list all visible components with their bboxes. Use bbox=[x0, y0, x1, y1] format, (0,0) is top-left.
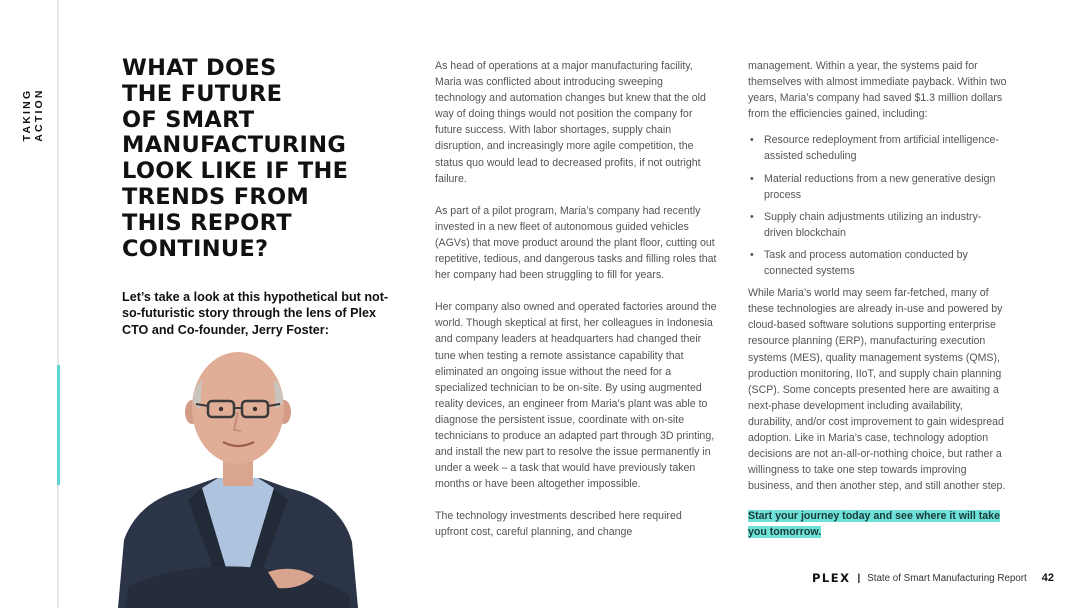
report-title: State of Smart Manufacturing Report bbox=[867, 572, 1027, 584]
intro-text: Let’s take a look at this hypothetical but not-so-futuristic story through the lens of Plex CTO and Co-founder, Jerry Foster: bbox=[122, 290, 389, 337]
bullet-icon: • bbox=[750, 172, 754, 185]
paragraph: Her company also owned and operated factories around the world. Though skeptical at first, her colleagues in Indonesia and company leaders at headquarters had changed their tune when testing a remote assistance capability that eliminated an ongoing issue without the need for a specialized technician to be on-site. By using augmented reality devices, an engineer from Maria’s plant was able to diagnose the persistent issue, coordinate with on-site technicians to produce an adapted part through 3D printing, and install the new part to resolve the issue permanently in under a week – a task that would have previously taken months or have been altogether impossible. bbox=[435, 301, 717, 491]
list-item: • Task and process automation conducted by connected systems bbox=[750, 248, 968, 278]
footer-separator: | bbox=[857, 572, 861, 584]
portrait-photo bbox=[118, 350, 358, 608]
rail-divider bbox=[57, 0, 59, 608]
paragraph: management. Within a year, the systems paid for themselves with almost immediate payback. Within two years, Maria’s company had saved $1.3 million dollars from the efficiencies gained, including: bbox=[748, 60, 1007, 121]
call-to-action bbox=[748, 508, 1010, 540]
headline-line: MANUFACTURING bbox=[122, 132, 347, 159]
headline-line: WHAT DOES bbox=[122, 55, 277, 81]
list-item: • Supply chain adjustments utilizing an industry-driven blockchain bbox=[750, 210, 982, 239]
headline-line: THIS REPORT bbox=[122, 209, 292, 236]
headline-line: LOOK LIKE IF THE bbox=[122, 158, 349, 185]
rail-accent-bar bbox=[57, 365, 60, 485]
paragraph: As head of operations at a major manufacturing facility, Maria was conflicted about introducing sweeping technology and automation changes but knew that the old way of doing things would not position the company for future success. With labor shortages, supply chain disruption, and increasingly more agile competition, the status quo would lead to decreased profits, if not outright failure. bbox=[435, 60, 706, 185]
paragraph: The technology investments described here required upfront cost, careful planning, and change bbox=[435, 510, 682, 539]
page-number: 42 bbox=[1041, 572, 1054, 584]
list-item: • Material reductions from a new generative design process bbox=[750, 172, 996, 201]
paragraph: While Maria’s world may seem far-fetched, many of these technologies are already in-use and powered by cloud-based software solutions supporting enterprise resource planning (ERP), manufacturing execution systems (MES), quality management systems (QMS), production monitoring, IIoT, and supply chain planning (SCP). Some concepts presented here are awaiting a next-phase development including availability, durability, and/or cost improvement to gain widespread adoption. Like in Maria’s case, technology adoption decisions are not an-all-or-nothing choice, but rather a willingness to take one step towards improving business, and then another step, and still another step. bbox=[748, 287, 1006, 493]
headline-line: CONTINUE? bbox=[122, 235, 269, 262]
bullet-icon: • bbox=[750, 248, 754, 261]
headline-line: THE FUTURE bbox=[122, 80, 283, 107]
section-label: TAKING ACTION bbox=[21, 88, 45, 142]
headline-line: OF SMART bbox=[122, 106, 255, 133]
plex-logo: PLEX bbox=[811, 571, 851, 585]
body-column-right bbox=[748, 58, 1010, 541]
bullet-icon: • bbox=[750, 134, 754, 147]
headline bbox=[122, 56, 397, 262]
page-footer bbox=[812, 571, 1054, 585]
headline-line: TRENDS FROM bbox=[122, 183, 310, 210]
list-item: • Resource redeployment from artificial intelligence-assisted scheduling bbox=[750, 134, 999, 163]
body-column-left bbox=[435, 58, 717, 541]
bullet-icon: • bbox=[750, 210, 754, 223]
savings-list bbox=[748, 132, 1010, 279]
portrait-illustration bbox=[118, 350, 358, 608]
call-to-action-text: Start your journey today and see where it will take you tomorrow. bbox=[748, 510, 1000, 539]
paragraph: As part of a pilot program, Maria’s company had recently invested in a new fleet of autonomous guided vehicles (AGVs) that move product around the plant floor, cutting out repetitive, tedious, and dangerous tasks and filling roles that her company had been struggling to fill for years. bbox=[435, 204, 717, 282]
